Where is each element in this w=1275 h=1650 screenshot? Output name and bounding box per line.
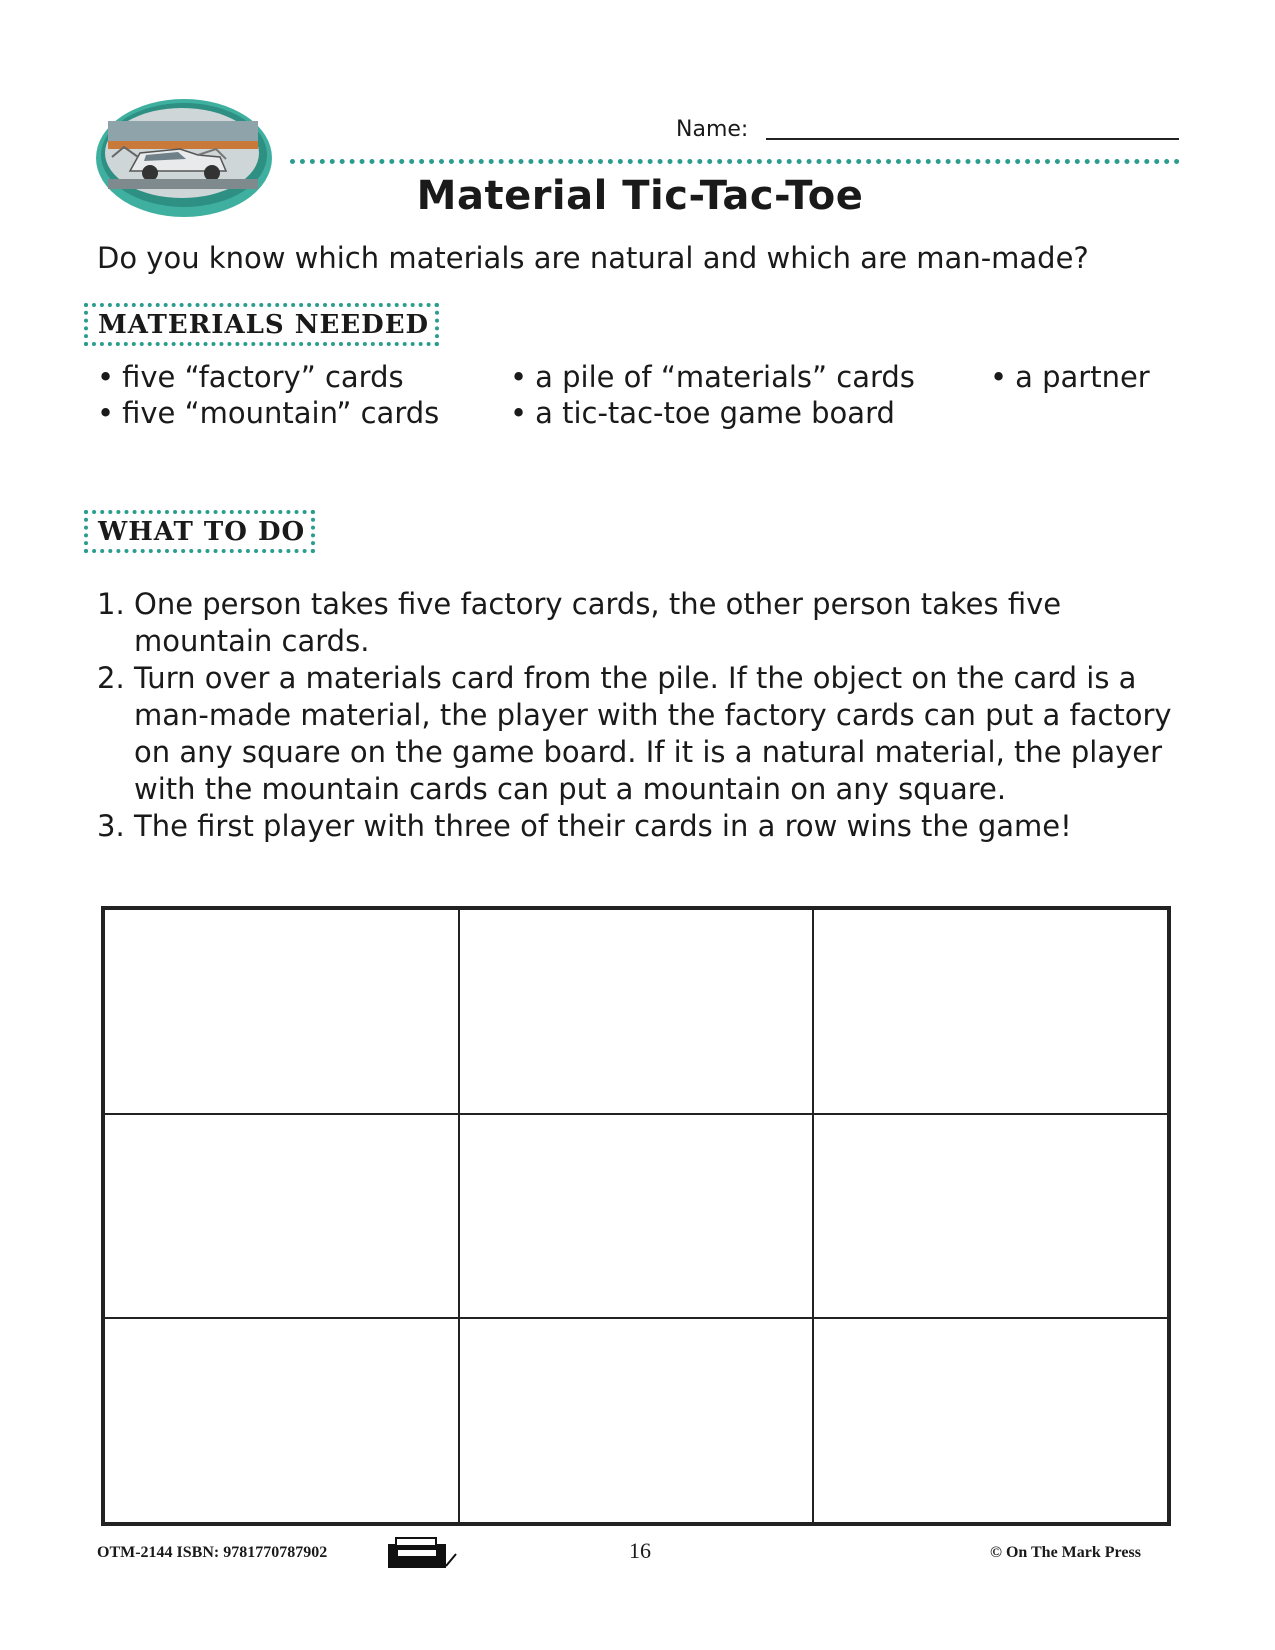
intro-question: Do you know which materials are natural and which are man-made? [97,241,1089,275]
list-item: • a partner [990,360,1150,394]
steps-list [97,586,1197,845]
board-cell[interactable] [813,909,1168,1114]
footer-isbn: OTM-2144 ISBN: 9781770787902 [97,1544,328,1561]
name-field-line[interactable] [766,138,1179,140]
bullet: • [510,396,528,430]
list-item: • five “mountain” cards [97,396,440,430]
bullet: • [510,360,528,394]
bullet: • [97,396,115,430]
materials-heading: MATERIALS NEEDED [84,303,439,346]
header-divider [290,159,1180,164]
board-cell[interactable] [813,1114,1168,1319]
footer-copyright: © On The Mark Press [990,1544,1141,1561]
step-number: 3. [97,809,125,843]
bullet: • [97,360,115,394]
what-to-do-heading: WHAT TO DO [84,510,315,553]
step-number: 2. [97,661,125,695]
board-cell[interactable] [104,1114,459,1319]
bullet: • [990,360,1008,394]
page-title: Material Tic-Tac-Toe [416,173,864,219]
car-factory-photo [94,97,274,219]
step-number: 1. [97,587,125,621]
page-number: 16 [629,1538,651,1563]
board-cell[interactable] [459,1318,814,1523]
board-cell[interactable] [813,1318,1168,1523]
name-label: Name: [676,117,749,142]
step-text: One person takes five factory cards, the other person takes five mountain cards. [134,587,1062,658]
step-text: Turn over a materials card from the pile. If the object on the card is a man-made material, the player with the factory cards can put a factory on any square on the game board. If it is a natural material, the player with the mountain cards can put a mountain on any square. [134,661,1172,806]
step-item [97,586,1197,660]
step-item [97,660,1197,808]
board-cell[interactable] [104,909,459,1114]
list-item: • a tic-tac-toe game board [510,396,895,430]
step-text: The first player with three of their cards in a row wins the game! [134,809,1072,843]
printer-icon [386,1536,458,1570]
step-item [97,808,1197,845]
tic-tac-toe-board [101,906,1171,1526]
board-cell[interactable] [104,1318,459,1523]
board-cell[interactable] [459,909,814,1114]
list-item: • a pile of “materials” cards [510,360,915,394]
list-item: • five “factory” cards [97,360,404,394]
board-cell[interactable] [459,1114,814,1319]
